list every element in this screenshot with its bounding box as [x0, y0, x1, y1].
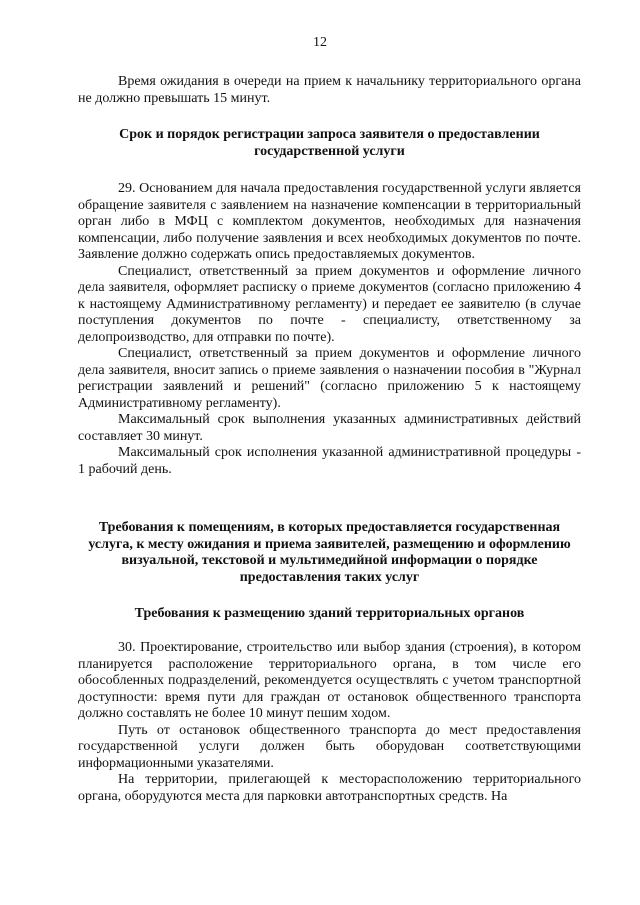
- heading-buildings-text: Требования к размещению зданий территориальных органов: [134, 606, 525, 621]
- paragraph-29: 29. Основанием для начала предоставления государственной услуги является обращение заявителя с заявлением на назначение компенсации в территориальный орган либо в МФЦ с комплектом документов, необходимых для назначения компенсации, либо получение заявления и всех необходимых документов по почте. Заявление должно содержать опись предоставляемых документов.: [78, 181, 581, 262]
- section-29: [78, 181, 581, 478]
- paragraph-30-signage: Путь от остановок общественного транспорта до мест предоставления государственной услуги должен быть оборудован соответствующими информационными указателями.: [78, 722, 581, 771]
- heading-registration: [78, 127, 581, 160]
- paragraph-29-max-time-actions: Максимальный срок выполнения указанных административных действий составляет 30 минут.: [78, 412, 581, 444]
- heading-registration-text: Срок и порядок регистрации запроса заявителя о предоставлении государственной услуги: [119, 127, 540, 159]
- paragraph-29-max-time-procedure: Максимальный срок исполнения указанной административной процедуры - 1 рабочий день.: [78, 445, 581, 477]
- heading-premises-text: Требования к помещениям, в которых предоставляется государственная услуга, к месту ожидания и приема заявителей, размещению и оформлению визуальной, текстовой и мультимедийной информации о порядке предоставления таких услуг: [88, 520, 571, 585]
- paragraph-30: 30. Проектирование, строительство или выбор здания (строения), в котором планируется расположение территориального органа, в том числе его обособленных подразделений, рекомендуется осуществлять с учетом транспортной доступности: время пути для граждан от остановок общественного транспорта должно составлять не более 10 минут пешим ходом.: [78, 640, 581, 721]
- paragraph-30-parking: На территории, прилегающей к месторасположению территориального органа, оборудуются места для парковки автотранспортных средств. На: [78, 772, 581, 804]
- paragraph-29-specialist-receipt: Специалист, ответственный за прием документов и оформление личного дела заявителя, оформляет расписку о приеме документов (согласно приложению 4 к настоящему Административному регламенту) и передает ее заявителю (в случае поступления документов по почте - специалисту, ответственному за делопроизводство, для отправки по почте).: [78, 263, 581, 345]
- intro-paragraph: [78, 74, 581, 107]
- heading-premises-requirements: [78, 520, 581, 586]
- paragraph-29-specialist-journal: Специалист, ответственный за прием документов и оформление личного дела заявителя, вносит запись о приеме заявления о назначении пособия в "Журнал регистрации заявлений и решений" (согласно приложению 5 к настоящему Административному регламенту).: [78, 346, 581, 411]
- page-number: 12: [313, 35, 327, 50]
- section-30: [78, 640, 581, 805]
- heading-buildings: [78, 606, 581, 623]
- intro-text: Время ожидания в очереди на прием к начальнику территориального органа не должно превышать 15 минут.: [78, 74, 581, 106]
